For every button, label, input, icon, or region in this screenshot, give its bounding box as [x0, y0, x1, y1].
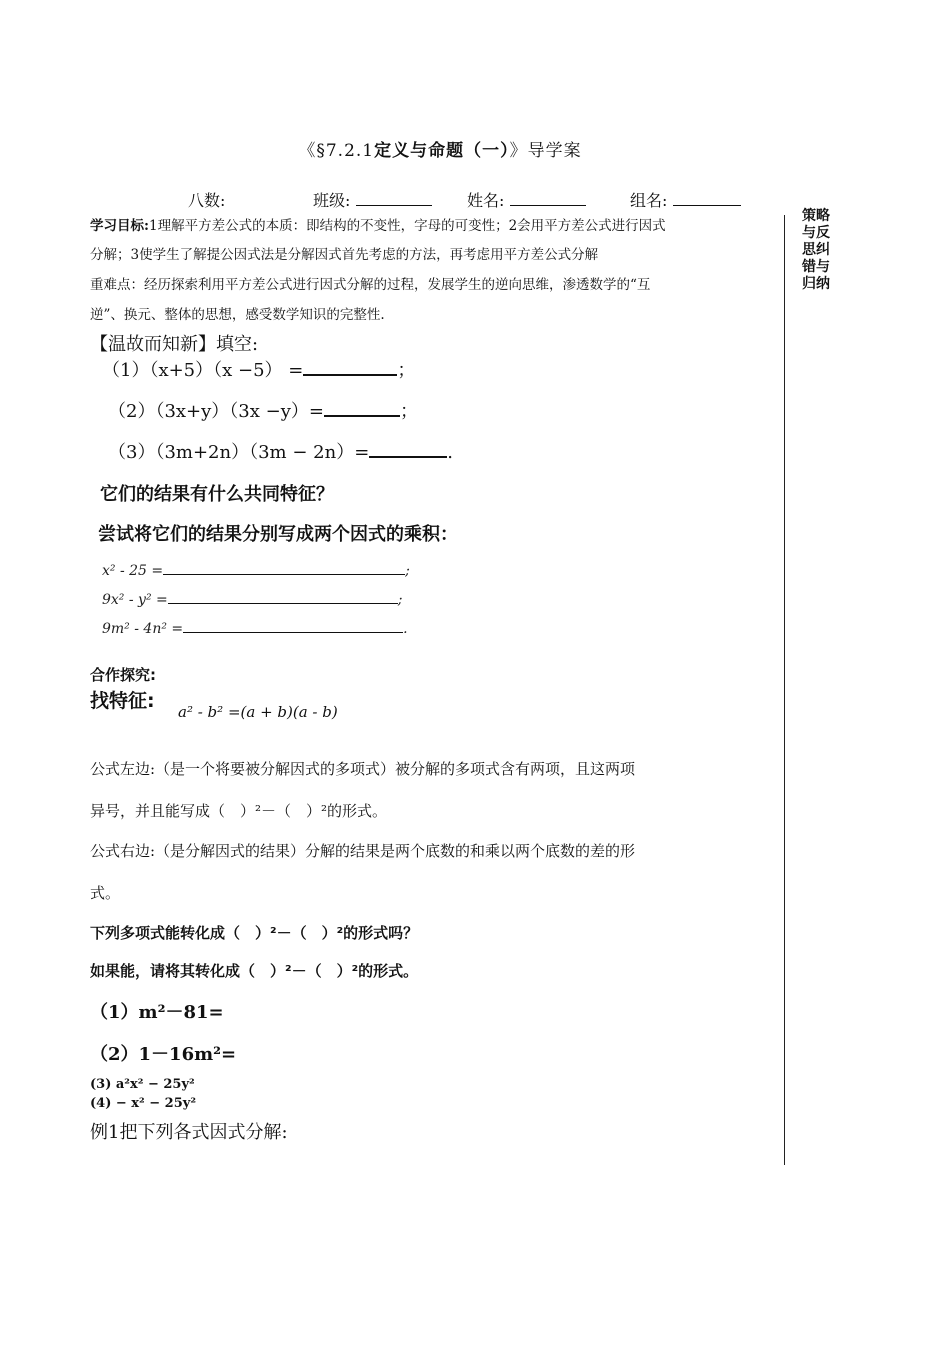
title-suffix: 》导学案 [509, 141, 582, 161]
title-prefix: 《§7.2.1 [298, 141, 375, 161]
left-side-line-2: 异号，并且能写成（ ）²－（ ）²的形式。 [90, 802, 388, 820]
question-common-feature: 它们的结果有什么共同特征？ [100, 484, 334, 505]
key-points-line-2: 逆”、换元、整体的思想，感受数学知识的完整性. [90, 307, 385, 323]
convert-item-3: (3) a²x² − 25y² [90, 1077, 195, 1092]
title-bold: 定义与命题（一） [374, 141, 510, 161]
factor-line-3: 9m² - 4n² = . [102, 621, 408, 637]
name-field[interactable] [467, 188, 586, 211]
review-item-1: （1）（x+5）（x −5） = ； [102, 360, 416, 381]
feature-heading: 找特征: [90, 690, 155, 712]
margin-divider [784, 215, 785, 1165]
convert-question-2: 如果能，请将其转化成（ ）²－（ ）²的形式。 [90, 962, 419, 980]
factor-line-2: 9x² - y² = ; [102, 592, 403, 608]
factor-blank-1[interactable] [163, 562, 405, 575]
explore-heading: 合作探究: [90, 666, 156, 684]
grade-label: 八数: [188, 191, 226, 210]
difference-of-squares-formula: a² - b² =(a + b)(a - b) [178, 703, 338, 721]
review-heading: 【温故而知新】填空: [90, 334, 259, 355]
objectives-label: 学习目标: [90, 218, 149, 234]
key-points-line-1: 重难点：经历探索利用平方差公式进行因式分解的过程，发展学生的逆向思维，渗透数学的“互 [90, 277, 651, 293]
question-write-product: 尝试将它们的结果分别写成两个因式的乘积： [98, 524, 458, 545]
factor-blank-3[interactable] [183, 620, 403, 633]
review-blank-2[interactable] [324, 399, 400, 417]
objectives-line-1: 学习目标:1理解平方差公式的本质：即结构的不变性，字母的可变性；2会用平方差公式进行因式 [90, 218, 666, 234]
class-label: 班级: [313, 191, 351, 210]
right-side-line-1: 公式右边:（是分解因式的结果）分解的结果是两个底数的和乘以两个底数的差的形 [90, 842, 636, 860]
name-blank[interactable] [510, 191, 586, 206]
name-label: 姓名: [467, 191, 505, 210]
convert-item-4: (4) − x² − 25y² [90, 1096, 197, 1111]
convert-item-2: （2）1－16m²= [90, 1044, 237, 1065]
review-blank-1[interactable] [303, 358, 397, 376]
left-side-line-1: 公式左边:（是一个将要被分解因式的多项式）被分解的多项式含有两项，且这两项 [90, 760, 636, 778]
sidebar-heading: 策略与反思纠错与归纳 [802, 208, 830, 292]
factor-blank-2[interactable] [168, 591, 398, 604]
page-title [0, 136, 880, 161]
right-side-line-2: 式。 [90, 884, 121, 902]
review-item-3: （3）（3m+2n）（3m − 2n）= . [108, 442, 454, 463]
example-1-heading: 例1把下列各式因式分解: [90, 1122, 288, 1143]
class-blank[interactable] [356, 191, 432, 206]
group-label: 组名: [630, 191, 668, 210]
convert-question-1: 下列多项式能转化成（ ）²－（ ）²的形式吗？ [90, 924, 419, 942]
objectives-line-2: 分解；3使学生了解提公因式法是分解因式首先考虑的方法，再考虑用平方差公式分解 [90, 247, 599, 263]
convert-item-1: （1）m²－81= [90, 1002, 224, 1023]
review-blank-3[interactable] [369, 440, 447, 458]
review-item-2: （2）（3x+y）（3x −y）= ； [108, 401, 418, 422]
group-blank[interactable] [673, 191, 741, 206]
class-field[interactable] [313, 188, 432, 211]
group-field[interactable] [630, 188, 741, 211]
factor-line-1: x² - 25 = ; [102, 563, 410, 579]
